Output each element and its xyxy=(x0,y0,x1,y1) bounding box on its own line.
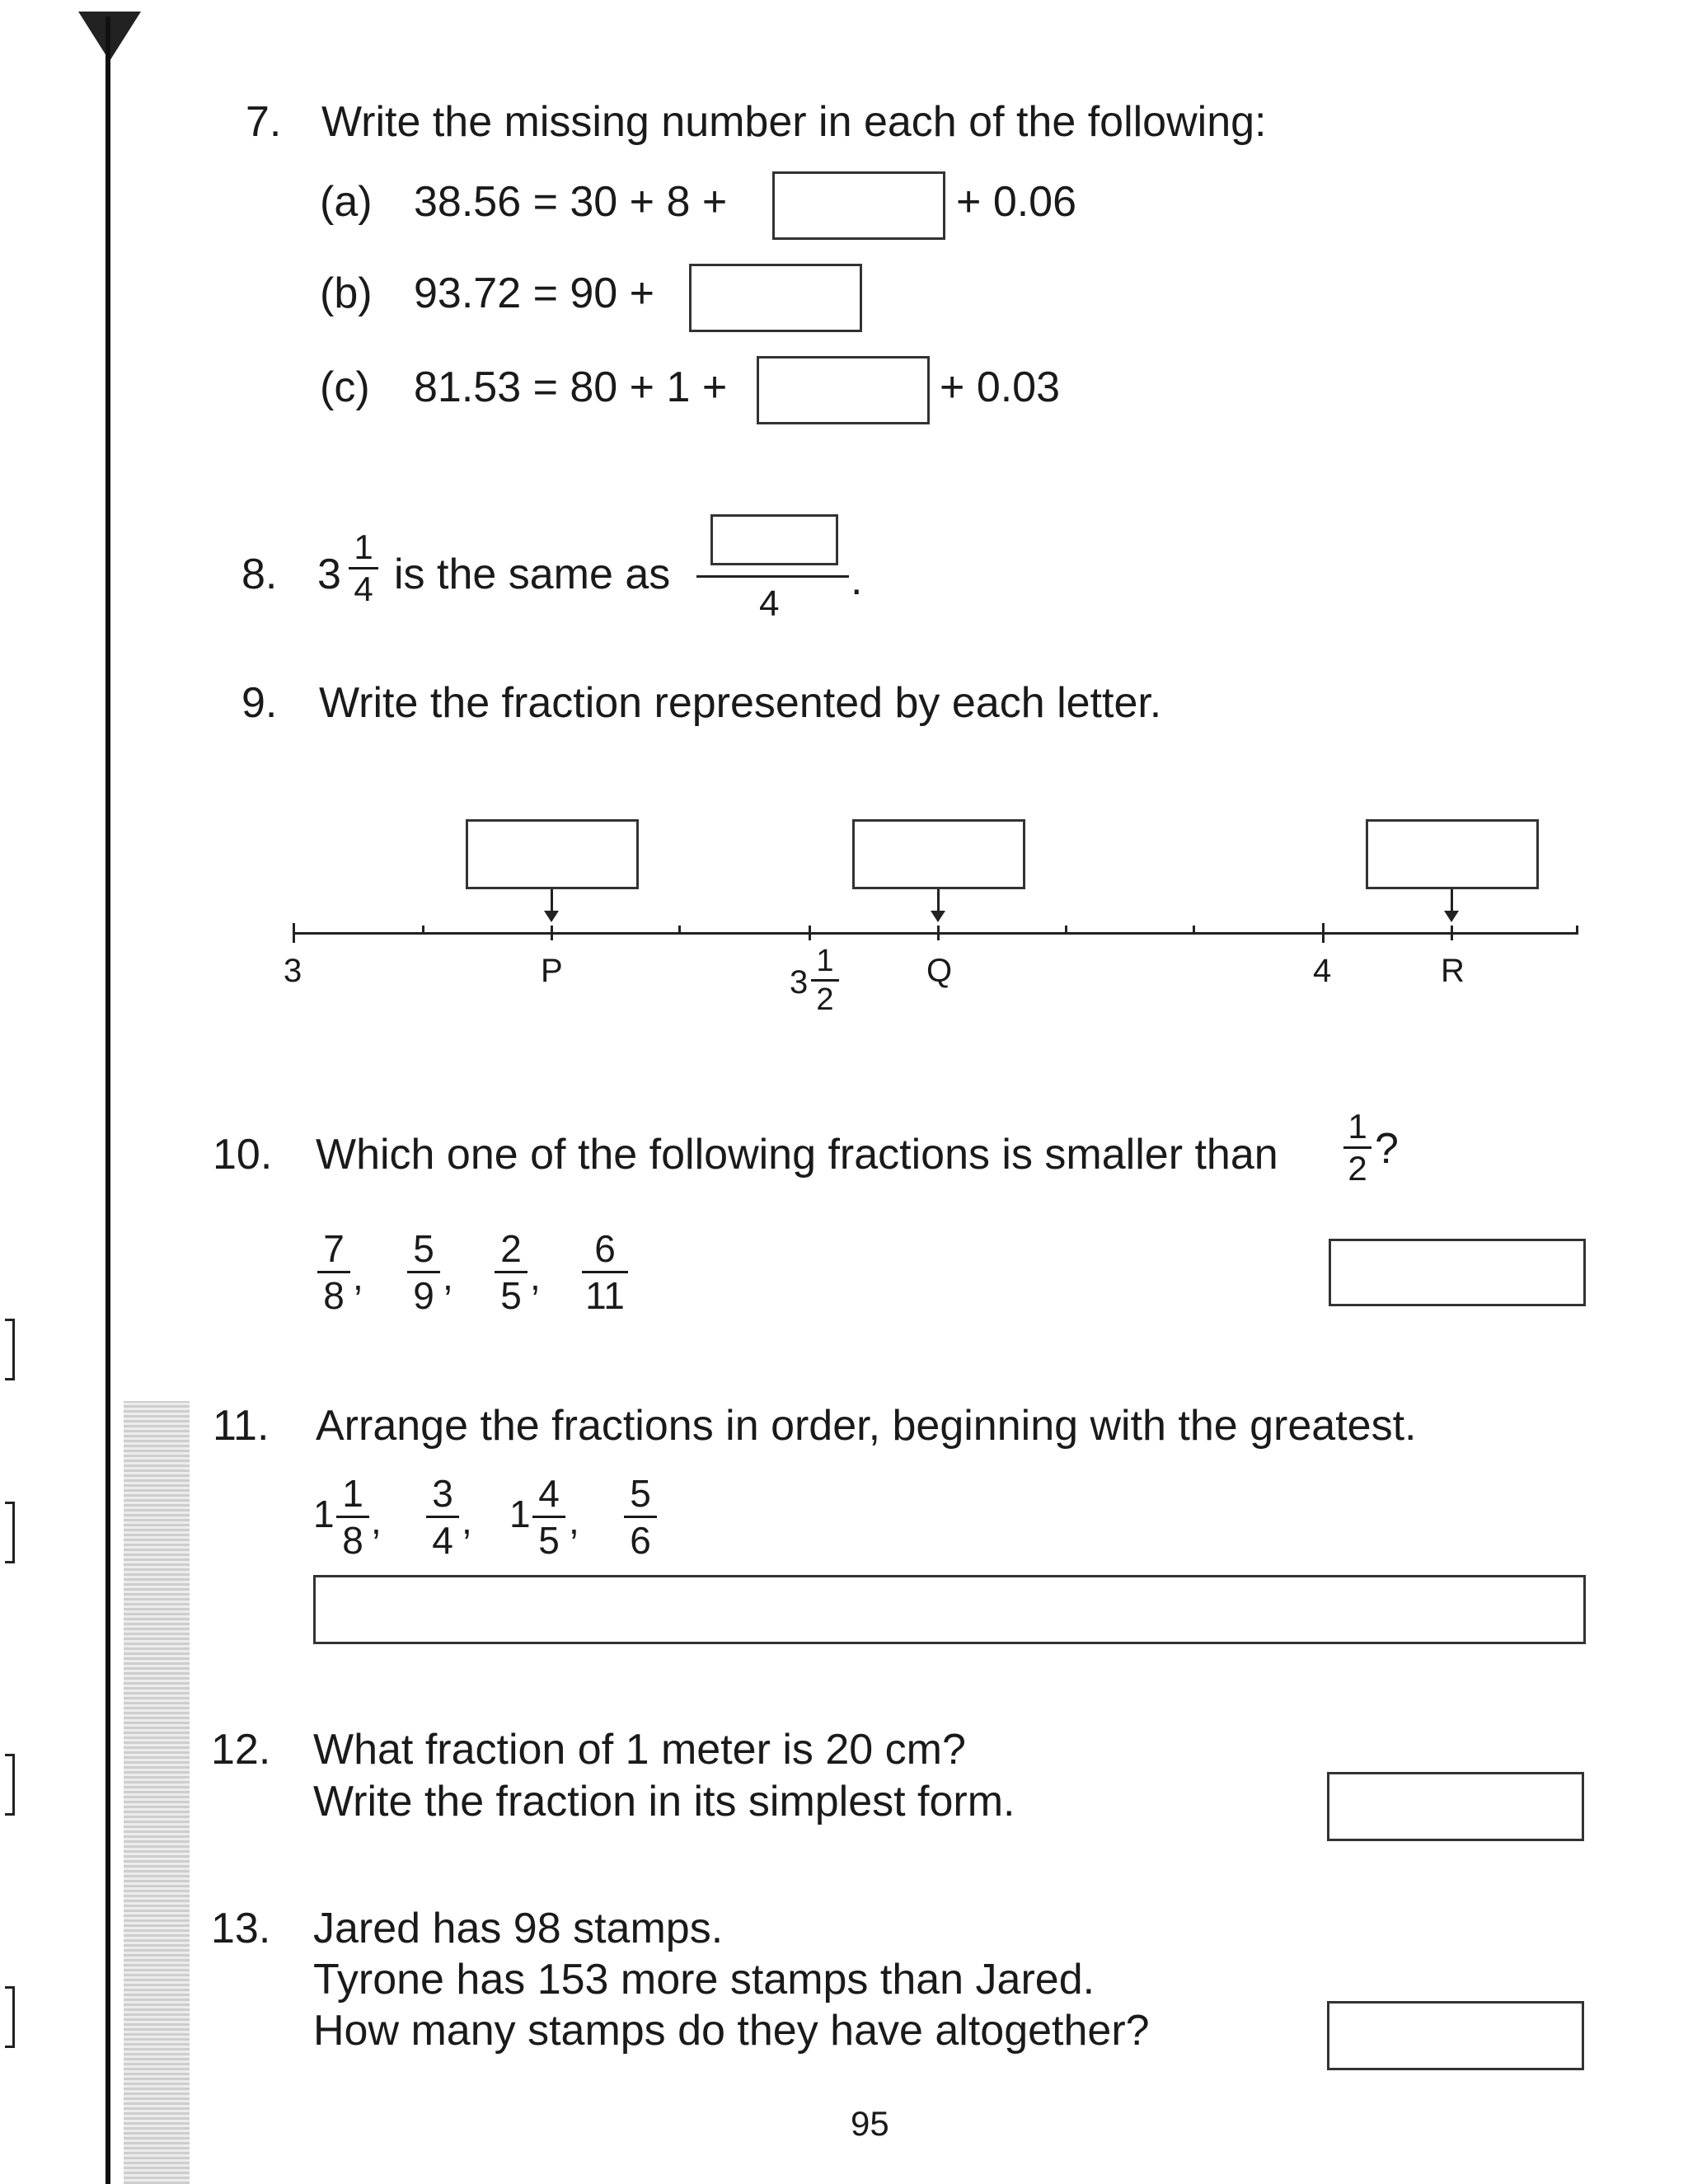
fraction: 1 4 xyxy=(349,529,378,607)
page-number: 95 xyxy=(851,2104,889,2143)
question-prompt: Write the missing number in each of the following: xyxy=(321,98,1267,146)
separator: , xyxy=(569,1499,579,1542)
point-label-p: P xyxy=(541,953,563,989)
question-number: 11. xyxy=(213,1402,270,1450)
answer-box-11[interactable] xyxy=(313,1575,1586,1644)
margin-bracket xyxy=(5,1502,15,1563)
question-number: 12. xyxy=(211,1726,271,1774)
answer-box-7c[interactable] xyxy=(757,356,930,424)
question-mark: ? xyxy=(1375,1125,1399,1173)
question-number: 9. xyxy=(241,679,278,727)
period: . xyxy=(851,556,863,604)
answer-box-p[interactable] xyxy=(466,819,639,889)
question-text: is the same as xyxy=(394,551,671,598)
tick xyxy=(1193,926,1195,935)
answer-box-8[interactable] xyxy=(710,514,838,565)
option-fraction: 6 11 xyxy=(582,1228,628,1316)
tick xyxy=(1451,926,1453,940)
answer-box-7b[interactable] xyxy=(689,264,862,332)
arrow-down-icon xyxy=(1444,911,1459,922)
fraction-bar xyxy=(696,575,849,578)
mixed-whole: 1 xyxy=(313,1493,335,1535)
tick-label: 3 xyxy=(284,953,302,989)
arrow-down-icon xyxy=(544,911,559,922)
point-label-q: Q xyxy=(926,953,953,989)
tick-label: 3 xyxy=(790,964,809,1001)
answer-box-13[interactable] xyxy=(1327,2001,1584,2070)
separator: , xyxy=(371,1499,382,1542)
question-text: What fraction of 1 meter is 20 cm? xyxy=(313,1726,966,1774)
tick xyxy=(551,926,553,940)
option-fraction: 7 8 xyxy=(317,1228,350,1316)
answer-box-q[interactable] xyxy=(852,819,1025,889)
part-label: (a) xyxy=(320,178,373,226)
mixed-whole: 1 xyxy=(509,1493,531,1535)
tick-label: 4 xyxy=(1313,953,1332,989)
question-text: Tyrone has 153 more stamps than Jared. xyxy=(313,1956,1095,2004)
equation-left: 81.53 = 80 + 1 + xyxy=(414,363,728,411)
question-number: 7. xyxy=(246,98,282,146)
margin-bracket xyxy=(5,1319,15,1380)
question-text: Jared has 98 stamps. xyxy=(313,1905,724,1952)
part-label: (c) xyxy=(320,363,370,411)
arrow-down-icon xyxy=(931,911,945,922)
answer-box-r[interactable] xyxy=(1366,819,1539,889)
tick-label-fraction: 1 2 xyxy=(811,944,839,1016)
question-text: Write the fraction in its simplest form. xyxy=(313,1778,1015,1825)
separator: , xyxy=(530,1255,541,1298)
option-fraction: 3 4 xyxy=(426,1473,459,1561)
tick xyxy=(293,923,295,943)
option-fraction: 5 6 xyxy=(624,1473,657,1561)
margin-bracket xyxy=(5,1754,15,1816)
tick xyxy=(937,926,940,940)
answer-box-12[interactable] xyxy=(1327,1772,1584,1841)
denominator: 4 xyxy=(759,583,780,624)
question-number: 8. xyxy=(241,551,278,598)
option-fraction: 1 8 xyxy=(336,1473,369,1561)
answer-box-10[interactable] xyxy=(1329,1239,1586,1306)
option-fraction: 5 9 xyxy=(407,1228,440,1316)
tick xyxy=(678,926,681,935)
equation-left: 38.56 = 30 + 8 + xyxy=(414,178,728,226)
option-fraction: 2 5 xyxy=(495,1228,528,1316)
margin-bracket xyxy=(5,1986,15,2048)
equation-left: 93.72 = 90 + xyxy=(414,269,655,317)
tick xyxy=(1322,923,1325,943)
point-label-r: R xyxy=(1441,953,1465,989)
question-prompt: Arrange the fractions in order, beginning with the greatest. xyxy=(316,1402,1417,1450)
equation-right: + 0.06 xyxy=(956,178,1077,226)
equation-right: + 0.03 xyxy=(940,363,1061,411)
tick xyxy=(809,926,811,940)
page-spine xyxy=(106,16,110,2184)
question-prompt: Write the fraction represented by each letter. xyxy=(319,679,1162,727)
question-number: 10. xyxy=(213,1131,273,1179)
separator: , xyxy=(462,1499,472,1542)
reference-fraction: 1 2 xyxy=(1343,1108,1372,1187)
mixed-whole: 3 xyxy=(317,551,341,598)
tick xyxy=(422,926,424,935)
separator: , xyxy=(353,1255,363,1298)
number-line xyxy=(293,932,1578,935)
separator: , xyxy=(443,1255,453,1298)
tick xyxy=(1065,926,1067,935)
answer-box-7a[interactable] xyxy=(772,171,945,240)
question-text: How many stamps do they have altogether? xyxy=(313,2007,1150,2055)
question-prompt: Which one of the following fractions is smaller than xyxy=(316,1131,1278,1179)
option-fraction: 4 5 xyxy=(532,1473,565,1561)
binding-shadow xyxy=(124,1401,190,2184)
question-number: 13. xyxy=(211,1905,271,1952)
tick xyxy=(1576,926,1578,935)
part-label: (b) xyxy=(320,269,373,317)
